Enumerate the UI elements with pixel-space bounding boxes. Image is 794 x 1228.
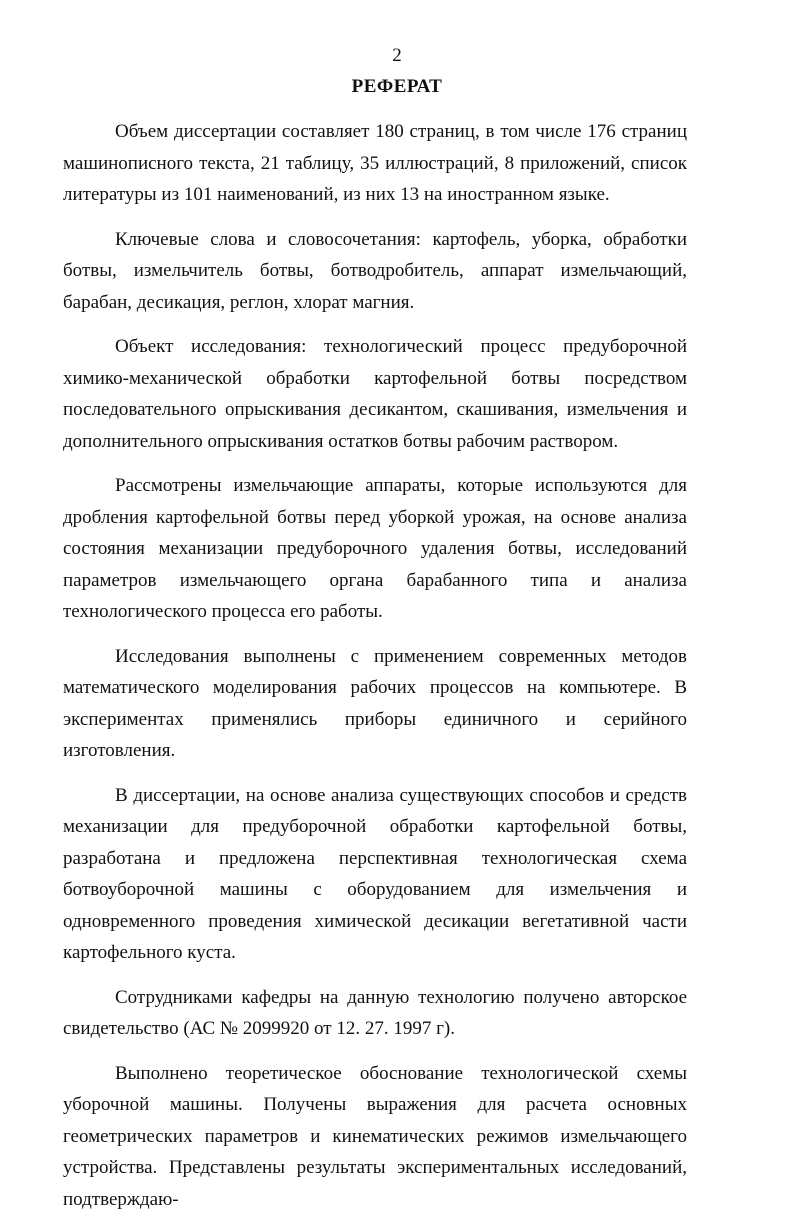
paragraph-research-object: Объект исследования: технологический процесс предуборочной химико-механической обработки картофельной ботвы посредством последовательного опрыскивания десикантом, скашивания, измельчения и дополнительного опрыскивания остатков ботвы рабочим раствором. (63, 336, 687, 452)
abstract-body (63, 116, 687, 1228)
paragraph-apparatus-review: Рассмотрены измельчающие аппараты, которые используются для дробления картофельной ботвы перед уборкой урожая, на основе анализа состояния механизации предуборочного удаления ботвы, исследований параметров измельчающего органа барабанного типа и анализа технологического процесса его работы. (63, 475, 687, 622)
page-title: РЕФЕРАТ (351, 76, 443, 97)
paragraph-theory: Выполнено теоретическое обоснование технологической схемы уборочной машины. Получены выражения для расчета основных геометрических параметров и кинематических режимов измельчающего устройства. Представлены результаты экспериментальных исследований, подтверждаю- (63, 1062, 687, 1210)
paragraph-patent: Сотрудниками кафедры на данную технологию получено авторское свидетельство (АС № 2099920 от 12. 27. 1997 г). (63, 986, 687, 1039)
paragraph-volume: Объем диссертации составляет 180 страниц, в том числе 176 страниц машинописного текста, 21 таблицу, 35 иллюстраций, 8 приложений, список литературы из 101 наименований, из них 13 на иностранном языке. (63, 121, 687, 205)
paragraph-keywords: Ключевые слова и словосочетания: картофель, уборка, обработки ботвы, измельчитель ботвы, ботводробитель, аппарат измельчающий, барабан, десикация, реглон, хлорат магния. (63, 228, 687, 313)
paragraph-methods: Исследования выполнены с применением современных методов математического моделирования рабочих процессов на компьютере. В экспериментах применялись приборы единичного и серийного изготовления. (63, 645, 687, 761)
page-number: 2 (392, 45, 402, 66)
paragraph-proposed-scheme: В диссертации, на основе анализа существующих способов и средств механизации для предуборочной обработки картофельной ботвы, разработана и предложена перспективная технологическая схема ботвоуборочной машины с оборудованием для измельчения и одновременного проведения химической десикации вегетативной части картофельного куста. (63, 784, 687, 963)
